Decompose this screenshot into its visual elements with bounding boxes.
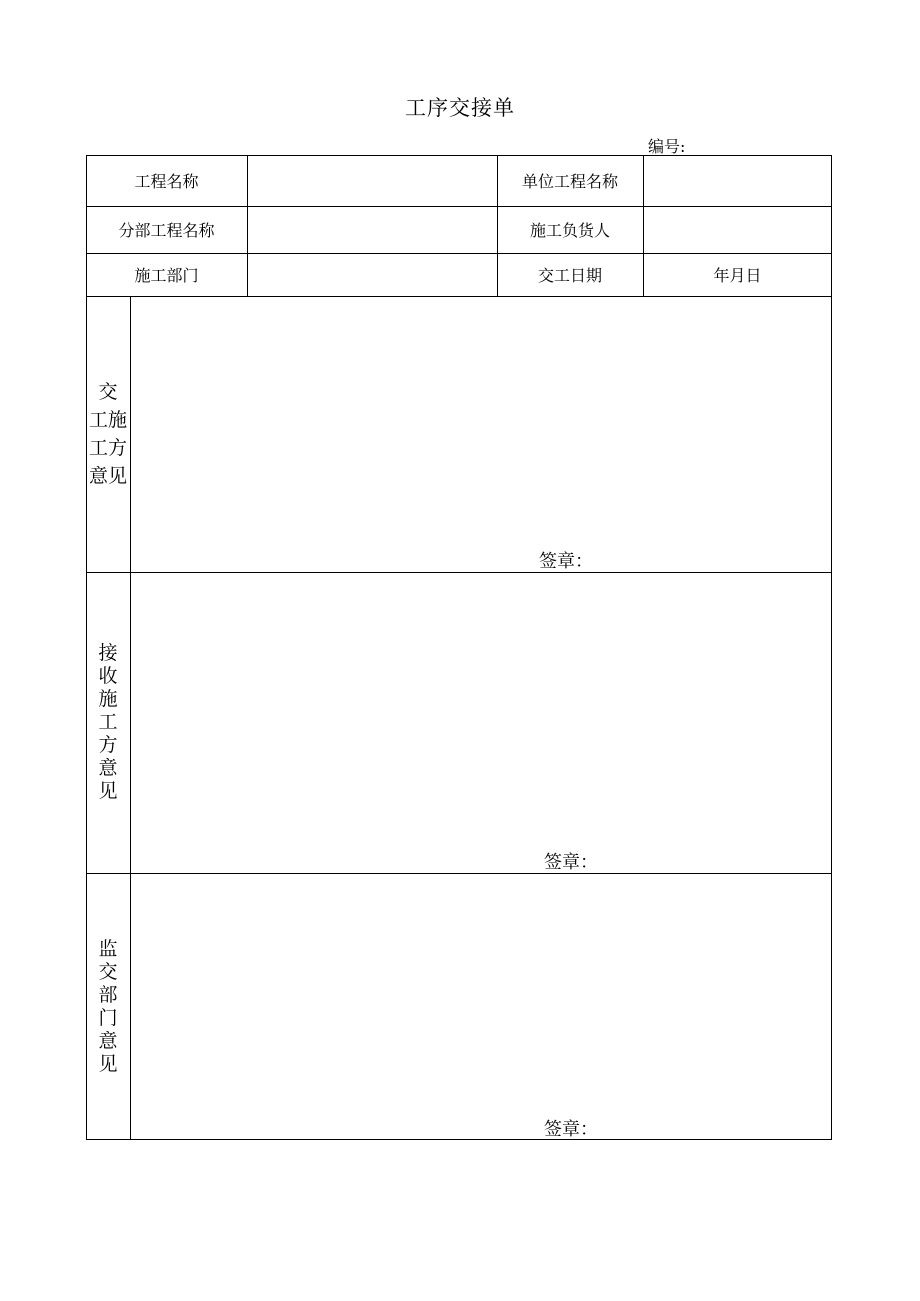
construction-dept-label: 施工部门 bbox=[134, 266, 199, 285]
handover-signature-label: 签章： bbox=[539, 551, 593, 572]
receiver-opinion-field[interactable] bbox=[131, 573, 831, 873]
label-line: 交 bbox=[98, 381, 118, 403]
label-line: 工施 bbox=[88, 409, 127, 431]
construction-lead-field[interactable] bbox=[643, 206, 832, 253]
handover-opinion-field[interactable] bbox=[131, 297, 831, 572]
handover-opinion-label bbox=[86, 296, 130, 572]
construction-dept-field[interactable] bbox=[247, 253, 497, 296]
label-line: 部 bbox=[98, 983, 118, 1006]
sub-project-name-field[interactable] bbox=[247, 206, 497, 253]
handover-date-label: 交工日期 bbox=[537, 266, 602, 285]
label-line: 监 bbox=[98, 937, 118, 960]
label-line: 收 bbox=[98, 665, 118, 687]
label-line: 方 bbox=[98, 734, 118, 756]
sub-project-name-label: 分部工程名称 bbox=[118, 221, 215, 240]
handover-date-field[interactable]: 年月日 bbox=[713, 266, 762, 285]
construction-lead-label: 施工负货人 bbox=[529, 221, 610, 240]
document-title: 工序交接单 bbox=[405, 96, 515, 120]
label-line: 意见 bbox=[88, 465, 127, 487]
supervision-opinion-label bbox=[86, 873, 130, 1140]
supervision-opinion-field[interactable] bbox=[131, 874, 831, 1139]
label-line: 施 bbox=[98, 688, 118, 710]
label-line: 接 bbox=[98, 642, 118, 664]
unit-project-name-field[interactable] bbox=[643, 155, 832, 206]
receiver-opinion-label bbox=[86, 572, 130, 873]
label-line: 工方 bbox=[88, 437, 127, 459]
receiver-signature-label: 签章： bbox=[544, 852, 598, 873]
unit-project-name-label: 单位工程名称 bbox=[521, 172, 618, 191]
label-line: 工 bbox=[98, 711, 118, 733]
label-line: 见 bbox=[98, 1052, 118, 1075]
supervision-signature-label: 签章： bbox=[544, 1119, 598, 1140]
label-line: 意 bbox=[98, 1029, 118, 1052]
label-line: 意 bbox=[98, 757, 118, 779]
serial-number-label: 编号: bbox=[648, 137, 686, 156]
project-name-field[interactable] bbox=[247, 155, 497, 206]
project-name-label: 工程名称 bbox=[134, 172, 199, 191]
label-line: 交 bbox=[98, 960, 118, 983]
label-line: 门 bbox=[98, 1006, 118, 1029]
label-line: 见 bbox=[98, 780, 118, 802]
